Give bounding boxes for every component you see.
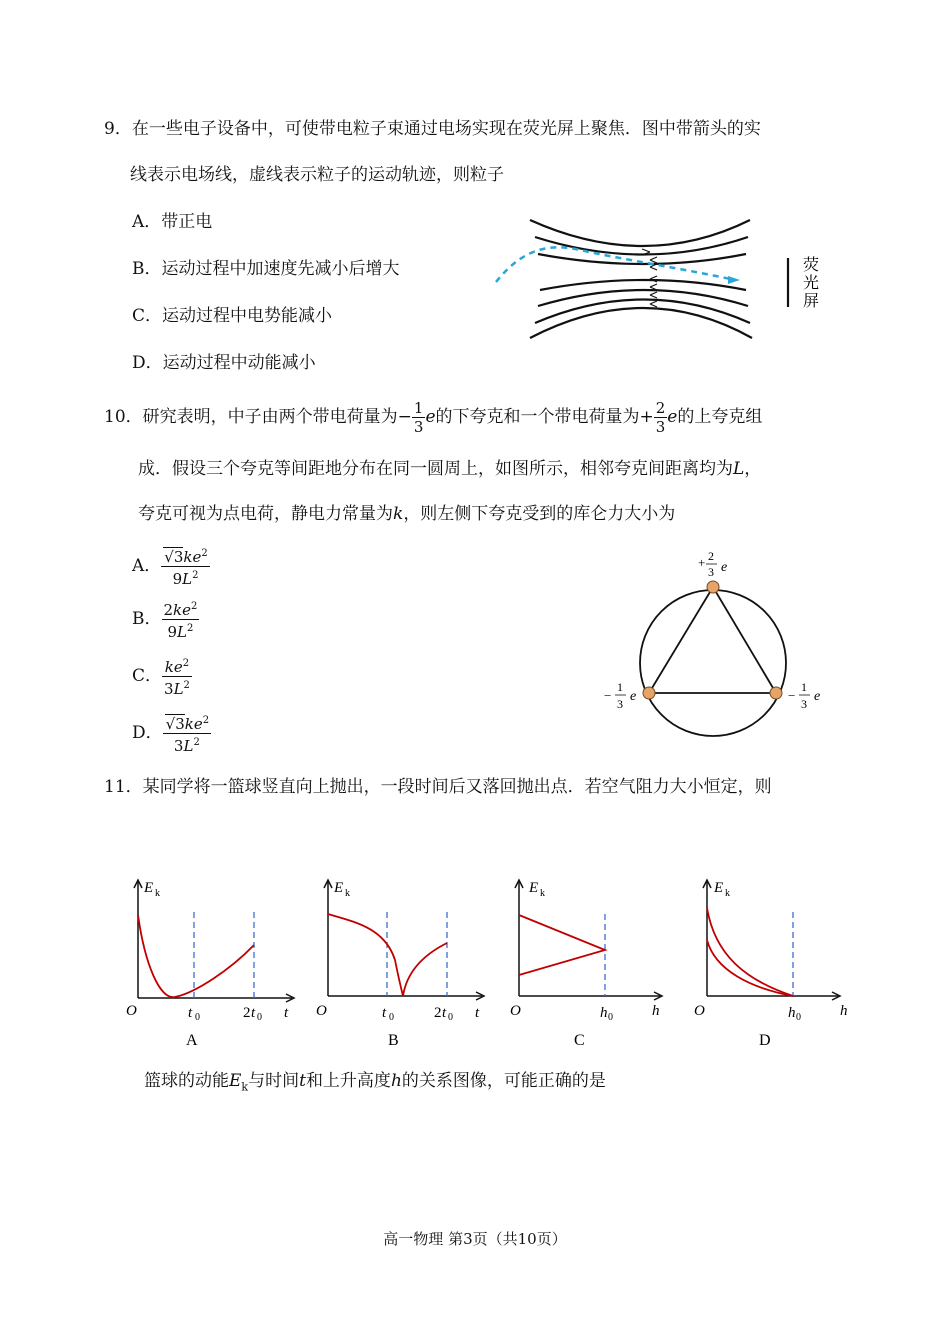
q9-option-b[interactable]: B．运动过程中加速度先减小后增大 (132, 259, 400, 279)
q9-stem-line1: 9．在一些电子设备中，可使带电粒子束通过电场实现在荧光屏上聚焦．图中带箭头的实 (104, 119, 761, 139)
q10-stem-line1: 10．研究表明，中子由两个带电荷量为− $\frac{1}{3}$ e的下夸克和一个带电荷量为+ $\frac{2}{3}$ e的上夸克组 (104, 399, 763, 436)
q9-stem-line2: 线表示电场线，虚线表示粒子的运动轨迹，则粒子 (130, 165, 504, 185)
svg-text:E: E (529, 880, 539, 896)
svg-text:−: − (788, 688, 796, 703)
svg-text:3: 3 (801, 697, 807, 711)
svg-text:e: e (814, 689, 821, 704)
quark-triangle (649, 587, 776, 693)
q11-graph-d (690, 870, 870, 1050)
svg-text:h: h (652, 1003, 660, 1019)
q10-option-c[interactable]: C． $\frac{ke^2}{3L^2}$ (132, 655, 192, 698)
svg-text:O: O (316, 1003, 327, 1019)
svg-text:0: 0 (608, 1012, 613, 1023)
svg-text:E: E (144, 880, 154, 896)
q10-option-d[interactable]: D． $\frac{√3ke^2}{3L^2}$ (132, 712, 211, 755)
field-arrows (642, 249, 657, 307)
svg-text:−: − (604, 688, 612, 703)
q10-option-a[interactable]: A． $\frac{√3ke^2}{9L^2}$ (132, 545, 210, 588)
svg-text:A: A (186, 1032, 198, 1049)
svg-text:t: t (188, 1005, 193, 1021)
screen-label-3: 屏 (803, 293, 820, 310)
down-quark-left-dot (643, 687, 655, 699)
svg-text:k: k (540, 888, 545, 899)
svg-text:1: 1 (801, 680, 807, 694)
q9-field-diagram (490, 212, 830, 347)
svg-text:0: 0 (389, 1012, 394, 1023)
svg-text:E: E (334, 880, 344, 896)
svg-text:h: h (840, 1003, 848, 1019)
svg-text:h: h (788, 1005, 796, 1021)
q10-quark-diagram (595, 545, 835, 740)
q9-option-a[interactable]: A．带正电 (132, 212, 213, 232)
svg-text:0: 0 (448, 1012, 453, 1023)
up-quark-dot (707, 581, 719, 593)
screen-label-1: 荧 (803, 257, 820, 274)
svg-text:t: t (251, 1005, 256, 1021)
q11-stem-line1: 11．某同学将一篮球竖直向上抛出，一段时间后又落回抛出点．若空气阻力大小恒定，则 (104, 777, 772, 797)
svg-text:O: O (126, 1003, 137, 1019)
svg-text:O: O (694, 1003, 705, 1019)
q9-option-c[interactable]: C．运动过程中电势能减小 (132, 306, 333, 326)
svg-text:k: k (345, 888, 350, 899)
svg-text:O: O (510, 1003, 521, 1019)
svg-text:2: 2 (434, 1005, 442, 1021)
q11-graph-c (500, 870, 680, 1050)
down-quark-right-dot (770, 687, 782, 699)
svg-text:h: h (600, 1005, 608, 1021)
q11-graph-b (310, 870, 490, 1050)
q10-stem-line2: 成．假设三个夸克等间距地分布在同一圆周上，如图所示，相邻夸克间距离均为L， (138, 459, 762, 479)
charge-fraction-minus-one-third: $\frac{1}{3}$ (413, 399, 424, 436)
svg-text:e: e (721, 560, 728, 575)
svg-text:E: E (714, 880, 724, 896)
svg-text:2: 2 (243, 1005, 251, 1021)
svg-text:1: 1 (617, 680, 623, 694)
quark-circle (640, 590, 786, 736)
svg-text:t: t (475, 1005, 480, 1021)
svg-text:3: 3 (708, 565, 714, 579)
q11-graph-a (120, 870, 300, 1050)
q10-option-b[interactable]: B． $\frac{2ke^2}{9L^2}$ (132, 598, 199, 641)
svg-text:C: C (574, 1032, 585, 1049)
svg-text:k: k (725, 888, 730, 899)
svg-text:k: k (155, 888, 160, 899)
svg-text:0: 0 (257, 1012, 262, 1023)
field-lines (530, 220, 752, 338)
page-footer: 高一物理 第3页（共10页） (383, 1230, 567, 1248)
svg-text:0: 0 (796, 1012, 801, 1023)
screen-label-2: 光 (803, 275, 820, 292)
svg-text:t: t (442, 1005, 447, 1021)
svg-text:0: 0 (195, 1012, 200, 1023)
svg-text:e: e (630, 689, 637, 704)
svg-text:+: + (698, 555, 706, 570)
q10-stem-line3: 夸克可视为点电荷，静电力常量为k，则左侧下夸克受到的库仑力大小为 (138, 504, 676, 524)
svg-text:B: B (388, 1032, 399, 1049)
svg-text:3: 3 (617, 697, 623, 711)
svg-text:D: D (759, 1032, 771, 1049)
svg-text:t: t (382, 1005, 387, 1021)
trajectory-arrow-icon (728, 276, 740, 284)
q9-option-d[interactable]: D．运动过程中动能减小 (132, 353, 316, 373)
q11-stem-line2: 篮球的动能$E_k$与时间t和上升高度h的关系图像，可能正确的是 (144, 1071, 606, 1094)
svg-text:t: t (284, 1005, 289, 1021)
charge-fraction-plus-two-thirds: $\frac{2}{3}$ (655, 399, 666, 436)
svg-text:2: 2 (708, 549, 714, 563)
